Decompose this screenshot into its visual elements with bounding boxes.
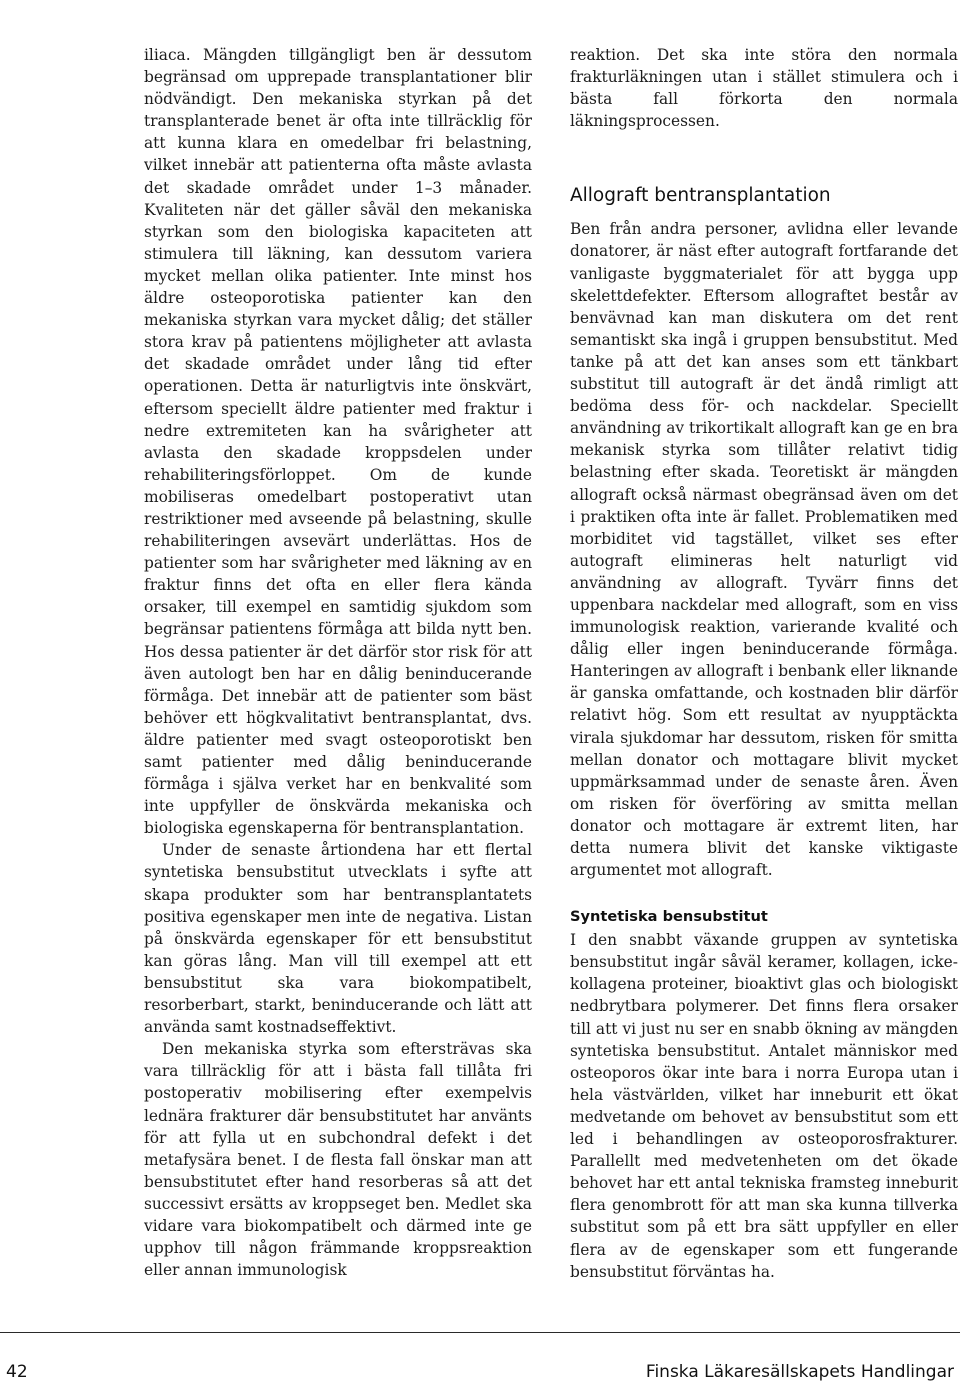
- body-paragraph: reaktion. Det ska inte störa den normala frakturläkningen utan i stället stimulera och i bästa fall förkorta den normala läkningsprocessen.: [570, 46, 958, 131]
- footer-divider: [0, 1332, 960, 1333]
- body-paragraph: Den mekaniska styrka som eftersträvas ska vara tillräcklig för att i bästa fall tillåta fri postoperativ mobilisering efter exempelvis lednära frakturer där bensubstitutet har använts för att fylla ut en subchondral defekt i det metafysära benet. I de flesta fall önskar man att bensubstitutet efter hand resorberas så att det successivt ersätts av kroppseget ben. Medlet ska vidare vara biokompatibelt och därmed inte ge upphov till någon främmande kroppsreaktion eller annan immunologisk: [144, 1040, 532, 1280]
- page-number: 42: [6, 1362, 28, 1382]
- left-text-column: [144, 44, 532, 1281]
- right-text-column: [570, 44, 958, 1283]
- body-paragraph: Ben från andra personer, avlidna eller levande donatorer, är näst efter autograft fortfarande det vanligaste byggmaterialet för att bygga upp skelettdefekter. Eftersom allograftet består av benvävnad kan man diskutera om det rent semantiskt ska ingå i gruppen bensubstitut. Med tanke på att det kan anses som ett tänkbart substitut till autograft är det ändå rimligt att bedöma dess för- och nackdelar. Speciellt användning av trikortikalt allograft kan ge en bra mekanisk styrka som tillåter relativt tidig belastning efter skada. Teoretiskt är mängden allograft också närmast obegränsad även om det i praktiken ofta inte är fallet. Problematiken med morbiditet vid tagstället, vilket ses efter autograft elimineras helt naturligt vid användning av allograft. Tyvärr finns det uppenbara nackdelar med allograft, som en viss immunologisk reaktion, varierande kvalité och dålig eller ingen beninducerande förmåga. Hanteringen av allograft i benbank eller liknande är ganska omfattande, och kostnaden blir därför relativt hög. Som ett resultat av nyupptäckta virala sjukdomar har dessutom, risken för smitta mellan donator och mottagare blivit mycket uppmärksammad under de senaste åren. Även om risken för överföring av smitta mellan donator och mottagare är extremt liten, har detta numera blivit det kanske viktigaste argumentet mot allograft.: [570, 220, 958, 880]
- section-heading: Allograft bentransplantation: [570, 185, 831, 207]
- subsection-heading: Syntetiska bensubstitut: [570, 908, 768, 926]
- body-paragraph: iliaca. Mängden tillgängligt ben är dessutom begränsad om upprepade transplantationer blir nödvändigt. Den mekaniska styrkan på det transplanterade benet är ofta inte tillräcklig för att kunna klara en omedelbar fri belastning, vilket innebär att patienterna ofta måste avlasta det skadade området under 1–3 månader. Kvaliteten när det gäller såväl den mekaniska styrkan som den biologiska kapaciteten att stimulera till läkning, kan dessutom variera mycket mellan olika patienter. Inte minst hos äldre osteoporotiska patienter kan den mekaniska styrkan vara mycket dålig; det ställer stora krav på patientens möjligheter att avlasta det skadade området under lång tid efter operationen. Detta är naturligtvis inte önskvärt, eftersom speciellt äldre patienter med fraktur i nedre extremiteten kan ha svårigheter att avlasta den skadade kroppsdelen under rehabiliteringsförloppet. Om de kunde mobiliseras omedelbart postoperativt utan restriktioner med avseende på belastning, skulle rehabiliteringen avsevärt underlättas. Hos de patienter som har svårigheter med läkning av en fraktur finns det ofta en eller flera kända orsaker, till exempel en samtidig sjukdom som begränsar patientens förmåga att bilda nytt ben. Hos dessa patienter är det därför stor risk för att även autologt ben har en dålig beninducerande förmåga. Det innebär att de patienter som bäst behöver ett högkvalitativt bentransplantat, dvs. äldre patienter med svagt osteoporotiskt ben samt patienter med dålig beninducerande förmåga i själva verket har en benkvalité som inte uppfyller de önskvärda mekaniska och biologiska egenskaperna för bentransplantation.: [144, 46, 532, 838]
- body-paragraph: I den snabbt växande gruppen av syntetiska bensubstitut ingår såväl keramer, kollagen, icke-kollagena proteiner, bioaktivt glas och biologiskt nedbrytbara polymerer. Det finns flera orsaker till att vi just nu ser en snabb ökning av mängden syntetiska bensubstitut. Antalet människor med osteoporos ökar inte bara i norra Europa utan i hela västvärlden, vilket har inneburit ett ökat medvetande om behovet av bensubstitut som ett led i behandlingen av osteoporosfrakturer. Parallellt med medvetenheten om det ökade behovet har ett antal tekniska framsteg inneburit flera genombrott för att man ska kunna tillverka substitut som på ett bra sätt uppfyller en eller flera av de egenskaper som ett fungerande bensubstitut förväntas ha.: [570, 931, 958, 1281]
- journal-name: Finska Läkaresällskapets Handlingar: [645, 1362, 954, 1382]
- body-paragraph: Under de senaste årtiondena har ett flertal syntetiska bensubstitut utvecklats i syfte att skapa produkter som har bentransplantatets positiva egenskaper men inte de negativa. Listan på önskvärda egenskaper för ett bensubstitut kan göras lång. Man vill till exempel att ett bensubstitut ska vara biokompatibelt, resorberbart, starkt, beninducerande och lätt att använda samt kostnadseffektivt.: [144, 841, 532, 1037]
